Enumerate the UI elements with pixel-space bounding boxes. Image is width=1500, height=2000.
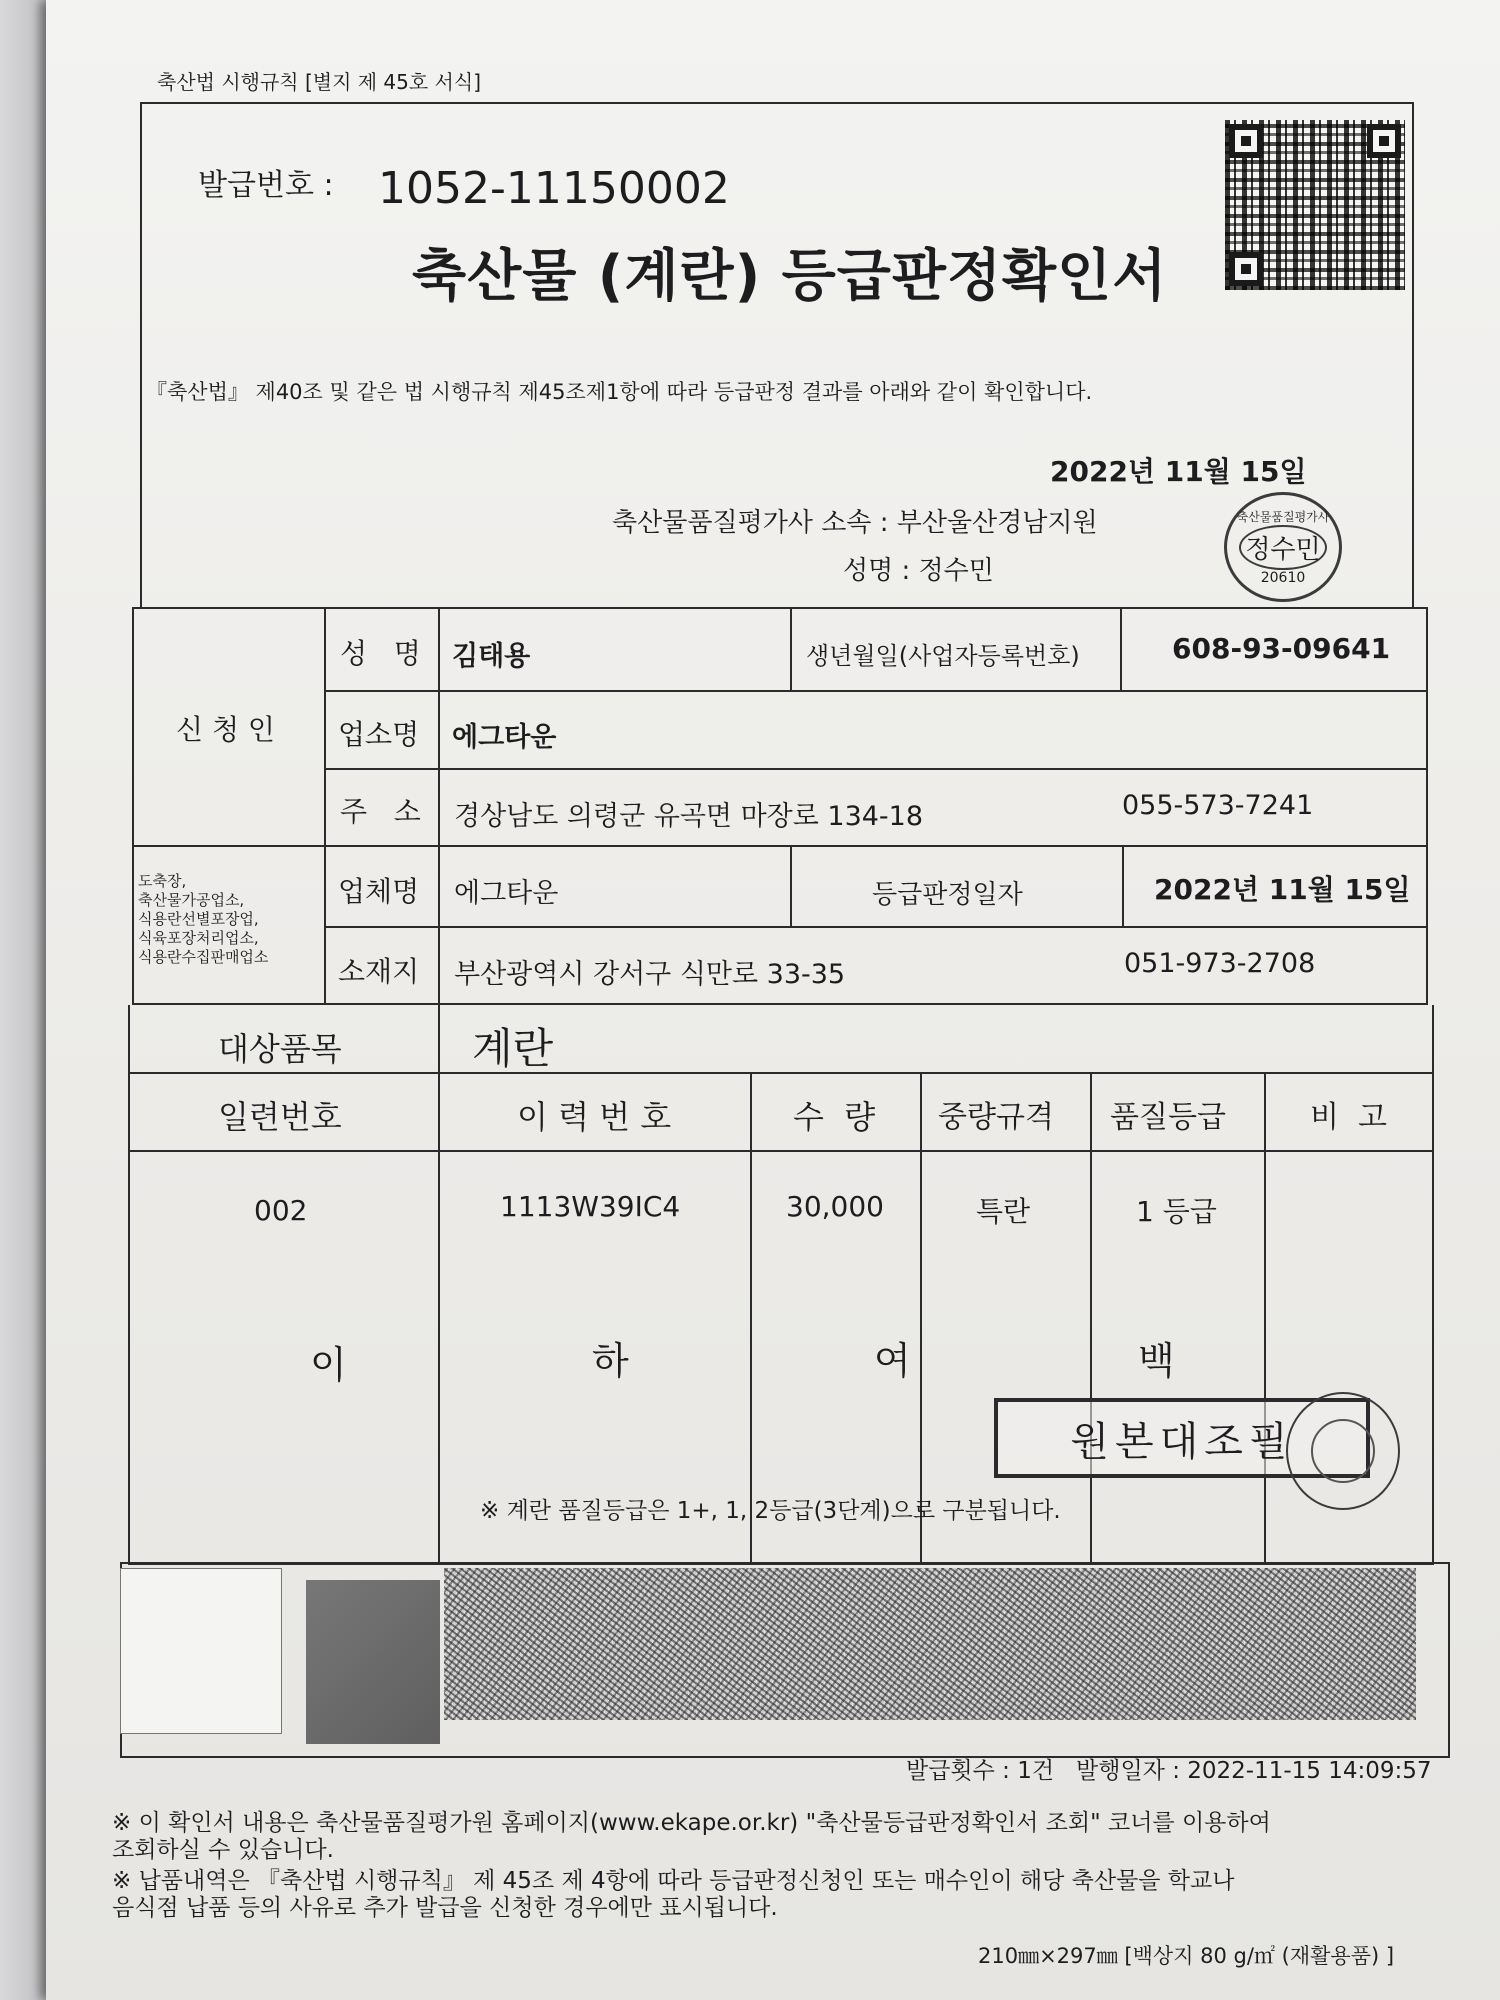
footer-note-2: ※ 납품내역은 『축산법 시행규칙』 제 45조 제 4항에 따라 등급판정신청인 또는 매수인이 해당 축산물을 학교나 음식점 납품 등의 사유로 추가 발급을 신청한 경우에만 표시됩니다.: [112, 1868, 1235, 1921]
facility-phone: 051-973-2708: [1124, 948, 1316, 979]
grader-seal: [1224, 492, 1342, 602]
applicant-phone: 055-573-7241: [1122, 790, 1314, 821]
header-remarks: 비 고: [1310, 1100, 1388, 1135]
header-quality-grade: 품질등급: [1110, 1100, 1226, 1135]
seal-ring-text: 축산물품질평가사: [1236, 510, 1330, 524]
legal-statement: 『축산법』 제40조 및 같은 법 시행규칙 제45조제1항에 따라 등급판정 결과를 아래와 같이 확인합니다.: [146, 380, 1093, 404]
seal-number: 20610: [1260, 570, 1306, 586]
applicant-address: 경상남도 의령군 유곡면 마장로 134-18: [454, 801, 924, 832]
grade-note: ※ 계란 품질등급은 1+, 1, 2등급(3단계)으로 구분됩니다.: [480, 1498, 1061, 1524]
paper-spec: 210㎜×297㎜ [백상지 80 g/㎡ (재활용품) ]: [978, 1944, 1395, 1968]
company-name: 에그타운: [454, 878, 559, 909]
header-trace-number: 이 력 번 호: [517, 1098, 672, 1136]
product-value: 계란: [472, 1024, 554, 1073]
form-reference: 축산법 시행규칙 [별지 제 45호 서식]: [157, 70, 482, 94]
row-trace-number: 1113W39IC4: [500, 1190, 681, 1223]
document-title: 축산물 (계란) 등급판정확인서: [412, 244, 1168, 309]
grading-date: 2022년 11월 15일: [1154, 873, 1411, 906]
product-label: 대상품목: [218, 1030, 342, 1068]
product-table: [128, 1005, 1434, 1565]
row-weight-class: 특란: [976, 1195, 1031, 1228]
blank-mark-3: 여: [874, 1339, 911, 1383]
facility-location: 부산광역시 강서구 식만로 33-35: [454, 959, 846, 990]
row-quality-grade: 1 등급: [1136, 1195, 1217, 1228]
header-quantity: 수 량: [793, 1098, 876, 1136]
location-label: 소재지: [338, 955, 420, 988]
blank-mark-2: 하: [592, 1339, 629, 1383]
applicant-section-label: 신 청 인: [176, 713, 275, 746]
header-serial: 일련번호: [218, 1098, 342, 1136]
facility-section-label: 도축장, 축산물가공업소, 식용란선별포장업, 식육포장처리업소, 식용란수집판매업소: [138, 872, 269, 966]
grader-name: 성명 : 정수민: [843, 556, 994, 586]
grader-affiliation: 축산물품질평가사 소속 : 부산울산경남지원: [612, 508, 1098, 538]
company-label: 업체명: [338, 875, 420, 908]
applicant-name: 김태용: [452, 641, 531, 672]
applicant-id: 608-93-09641: [1172, 632, 1391, 665]
footer-note-1: ※ 이 확인서 내용은 축산물품질평가원 홈페이지(www.ekape.or.kr) "축산물등급판정확인서 조회" 코너를 이용하여 조회하실 수 있습니다.: [112, 1810, 1271, 1863]
certified-copy-stamp: 원본대조필: [994, 1398, 1370, 1478]
header-weight-class: 중량규격: [938, 1100, 1054, 1135]
issue-number-label: 발급번호 :: [198, 168, 334, 203]
applicant-name-label: 성 명: [340, 637, 421, 670]
seal-name: 정수민: [1239, 525, 1326, 570]
hologram-mark: [306, 1580, 440, 1744]
business-name: 에그타운: [452, 722, 557, 753]
issue-info: 발급횟수 : 1건 발행일자 : 2022-11-15 14:09:57: [906, 1758, 1432, 1784]
blank-mark-4: 백: [1138, 1339, 1175, 1383]
security-pattern: [444, 1568, 1416, 1720]
issue-date: 2022년 11월 15일: [1050, 455, 1307, 488]
row-quantity: 30,000: [786, 1190, 884, 1223]
blank-mark-1: 이: [310, 1343, 347, 1387]
blank-box: [120, 1568, 282, 1734]
office-seal: [1286, 1392, 1400, 1510]
business-name-label: 업소명: [338, 718, 420, 751]
applicant-id-label: 생년월일(사업자등록번호): [806, 642, 1080, 670]
address-label: 주 소: [340, 795, 421, 828]
qr-code: [1225, 120, 1405, 290]
grading-date-label: 등급판정일자: [872, 880, 1023, 910]
issue-number: 1052-11150002: [378, 163, 730, 214]
row-serial: 002: [254, 1194, 308, 1227]
